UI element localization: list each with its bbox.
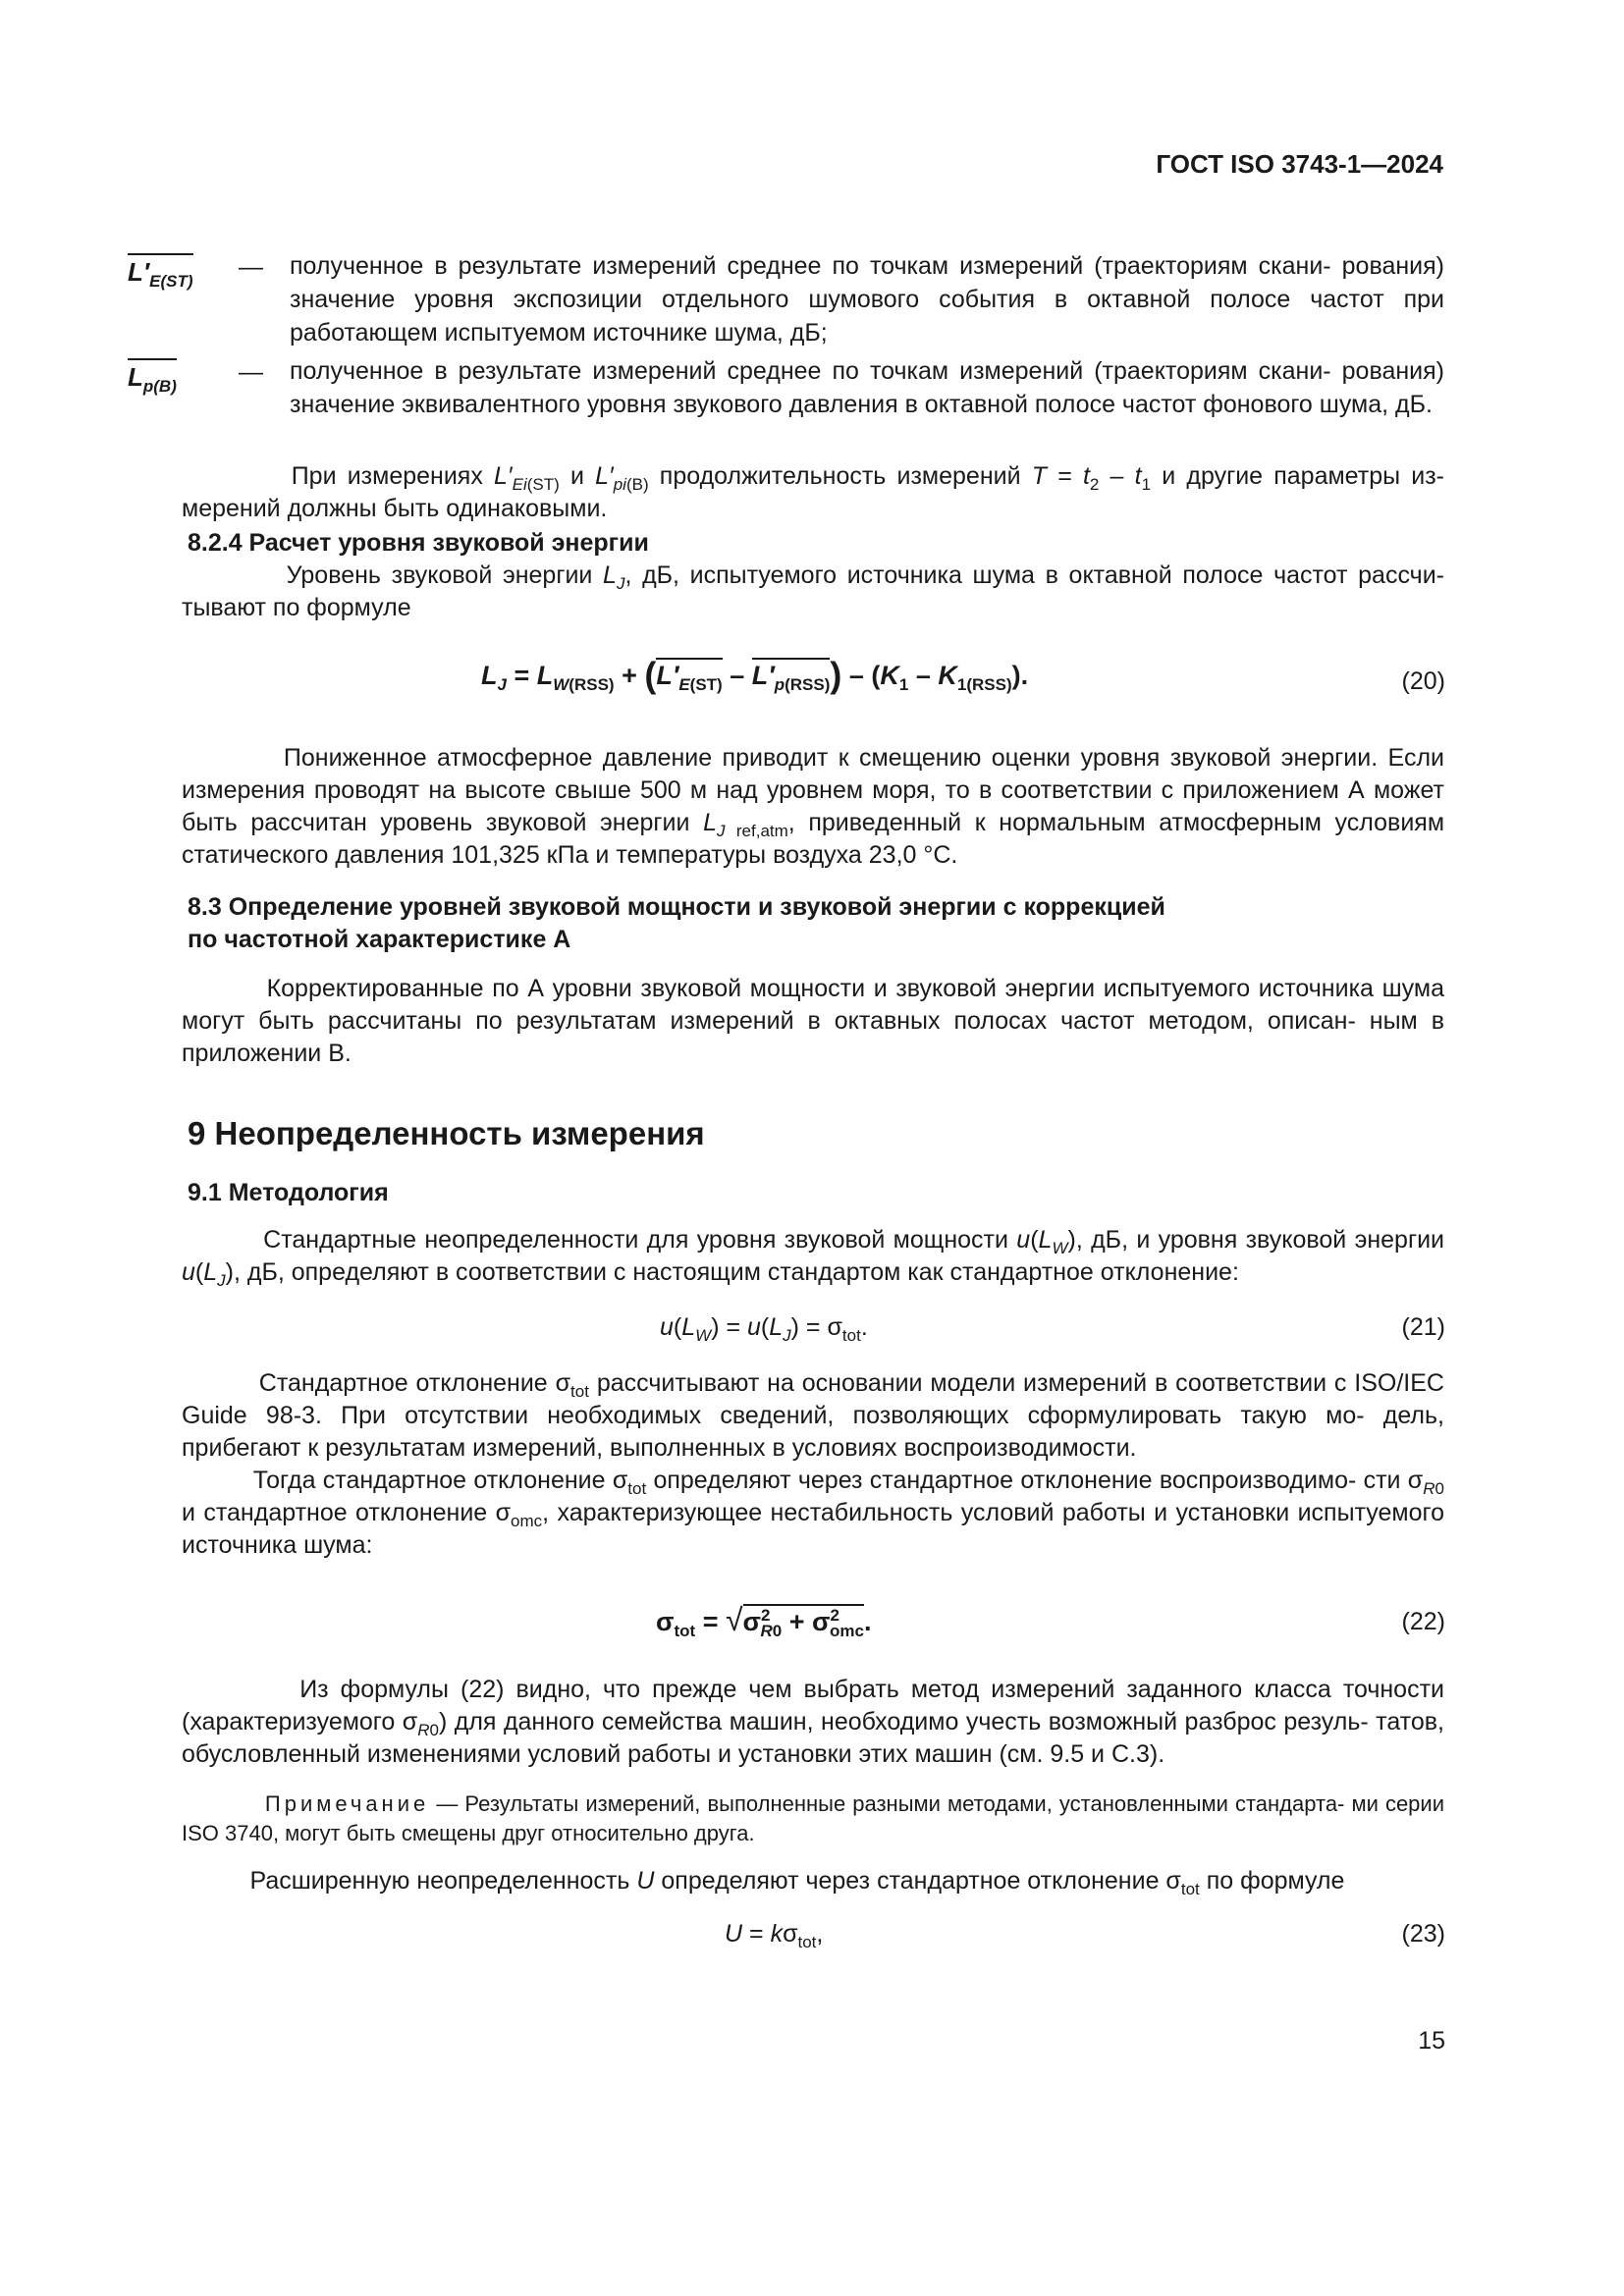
text: определяют через стандартное отклонение <box>661 1867 1160 1895</box>
text: , дБ, и уровня звуковой энергии <box>1075 1226 1444 1254</box>
formula-20: $L_J = L_{W(RSS)} + (L'_{E(ST)} - L'_{p(RSS)}) - (K_1 - K_{1(RSS)})$. <box>481 655 1029 695</box>
text: Из формулы (22) видно, что прежде чем выбрать метод измерений заданного класса точности (характеризуемого <box>182 1676 1444 1735</box>
definition-text: полученное в результате измерений среднее по точкам измерений (траекториям скани- рования) значение эквивалентного уровня звукового давления в октавной полосе частот фонового шума, дБ. <box>290 357 1444 418</box>
text: Стандартное отклонение <box>258 1369 548 1397</box>
text: При измерениях <box>291 462 483 490</box>
note-label: Примечание <box>264 1791 430 1816</box>
paragraph-reproducibility: Тогда стандартное отклонение $\sigma_{tot}$ определяют через стандартное отклонение воспроизводимо- сти $\sigma_{R0}$ и стандартное отклонение $\sigma_{omc}$, характеризующее нестабильность условий работы и установки испытуемого источника шума: <box>182 1467 1444 1559</box>
formula-number: (23) <box>1401 1920 1445 1948</box>
heading-line: по частотной характеристике А <box>188 926 571 953</box>
text: Расширенную неопределенность <box>249 1867 630 1895</box>
symbol-LE-ST: $L'_{E(ST)}$ <box>128 253 193 288</box>
text: по формуле <box>1206 1867 1345 1895</box>
paragraph-same-params: При измерениях $L'_{Ei(ST)}$ и $L'_{pi(B)}$ продолжительность измерений $T = t_2 - t_1$ и другие параметры из- мерений должны быть одинаковыми. <box>182 462 1444 522</box>
section-heading-8-3 <box>188 891 1450 956</box>
text: , характеризующее нестабильность условий работы и установки испытуемого источника шума: <box>182 1499 1444 1559</box>
formula-21: $u(L_W) = u(L_J) = \sigma_{tot}$. <box>660 1313 868 1345</box>
paragraph-methodology: Стандартные неопределенности для уровня звуковой мощности $u(L_W)$, дБ, и уровня звуковой энергии $u(L_J)$, дБ, определяют в соответствии с настоящим стандартом как стандартное отклонение: <box>182 1226 1444 1290</box>
definition-dash: — <box>239 358 263 386</box>
heading-line: 8.3 Определение уровней звуковой мощности и звуковой энергии с коррекцией <box>188 893 1165 921</box>
text: рассчитывают на основании модели измерений в соответствии с ISO/IEC Guide 98-3. При отсутствии необходимых сведений, позволяющих сформулировать такую мо- дель, прибегают к результатам измерений, выполненных в условиях воспроизводимости. <box>182 1369 1444 1462</box>
text: , дБ, определяют в соответствии с настоящим стандартом как стандартное отклонение: <box>233 1258 1239 1286</box>
section-heading-8-2-4: 8.2.4 Расчет уровня звуковой энергии <box>188 529 649 557</box>
text: и другие параметры из- мерений должны быть одинаковыми. <box>182 462 1444 522</box>
text: Уровень звуковой энергии <box>286 561 593 589</box>
text: , приведенный к нормальным атмосферным условиям статического давления 101,325 кПа и температуры воздуха 23,0 °С. <box>182 809 1445 869</box>
definition-text: полученное в результате измерений среднее по точкам измерений (траекториям скани- рования) значение уровня экспозиции отдельного шумового события в октавной полосе частот при работающем испытуемом источнике шума, дБ; <box>290 252 1444 347</box>
paragraph-from-22: Из формулы (22) видно, что прежде чем выбрать метод измерений заданного класса точности (характеризуемого $\sigma_{R0}$) для данного семейства машин, необходимо учесть возможный разброс резуль- татов, обусловленный изменениями условий работы и установки этих машин (см. 9.5 и С.3). <box>182 1676 1444 1768</box>
formula-number: (21) <box>1401 1313 1445 1341</box>
document-header: ГОСТ ISO 3743-1—2024 <box>1156 149 1443 179</box>
symbol-Lp-B: $L_{p(B)}$ <box>128 358 177 393</box>
formula-22: $\sigma_{tot} = √\sigma^2_{R0} + \sigma^2_{omc}$. <box>656 1602 872 1640</box>
section-heading-9: 9 Неопределенность измерения <box>188 1115 705 1151</box>
paragraph-pressure: Пониженное атмосферное давление приводит к смещению оценки уровня звуковой энергии. Если измерения проводят на высоте свыше 500 м над уровнем моря, то в соответствии с приложением А может быть рассчитан уровень звуковой энергии $L_J$ $_{ref,atm}$, приведенный к нормальным атмосферным условиям статического давления 101,325 кПа и температуры воздуха 23,0 °С. <box>182 744 1445 869</box>
text: определяют через стандартное отклонение воспроизводимо- сти <box>653 1467 1401 1494</box>
note-text: — Результаты измерений, выполненные разными методами, установленными стандарта- ми серии ISO 3740, могут быть смещены друг относительно друга. <box>182 1791 1444 1845</box>
text: ) для данного семейства машин, необходимо учесть возможный разброс резуль- татов, обусловленный изменениями условий работы и установки этих машин (см. 9.5 и С.3). <box>182 1708 1444 1768</box>
text: Пониженное атмосферное давление приводит к смещению оценки уровня звуковой энергии. Если измерения проводят на высоте свыше 500 м над уровнем моря, то в соответствии с приложением А может быть рассчитан уровень звуковой энергии <box>182 744 1444 836</box>
text: , дБ, испытуемого источника шума в октавной полосе частот рассчи- тывают по формуле <box>182 561 1444 621</box>
text: и <box>569 462 584 490</box>
formula-number: (22) <box>1401 1608 1445 1635</box>
formula-23: $U = k\sigma_{tot}$, <box>725 1920 824 1951</box>
text: и стандартное отклонение <box>182 1499 488 1526</box>
formula-number: (20) <box>1401 667 1445 695</box>
text: Тогда стандартное отклонение <box>252 1467 606 1494</box>
paragraph-a-weighted <box>182 973 1444 1070</box>
definition-dash: — <box>239 253 263 281</box>
text: продолжительность измерений <box>659 462 1021 490</box>
text: Корректированные по А уровни звуковой мощности и звуковой энергии испытуемого источника шума могут быть рассчитаны по результатам измерений в октавных полосах частот методом, описан- ным в приложении В. <box>182 975 1444 1067</box>
paragraph-model: Стандартное отклонение $\sigma_{tot}$ рассчитывают на основании модели измерений в соответствии с ISO/IEC Guide 98-3. При отсутствии необходимых сведений, позволяющих сформулировать такую мо- дель, прибегают к результатам измерений, выполненных в условиях воспроизводимости. <box>182 1369 1444 1462</box>
section-heading-9-1: 9.1 Методология <box>188 1179 389 1206</box>
paragraph-expanded-uncertainty: Расширенную неопределенность U определяют через стандартное отклонение $\sigma_{tot}$ по формуле <box>249 1867 1345 1898</box>
text: Стандартные неопределенности для уровня звуковой мощности <box>263 1226 1008 1254</box>
paragraph-energy-intro: Уровень звуковой энергии $L_J$, дБ, испытуемого источника шума в октавной полосе частот рассчи- тывают по формуле <box>182 561 1444 621</box>
page-number: 15 <box>1418 2027 1445 2055</box>
note <box>182 1789 1444 1848</box>
